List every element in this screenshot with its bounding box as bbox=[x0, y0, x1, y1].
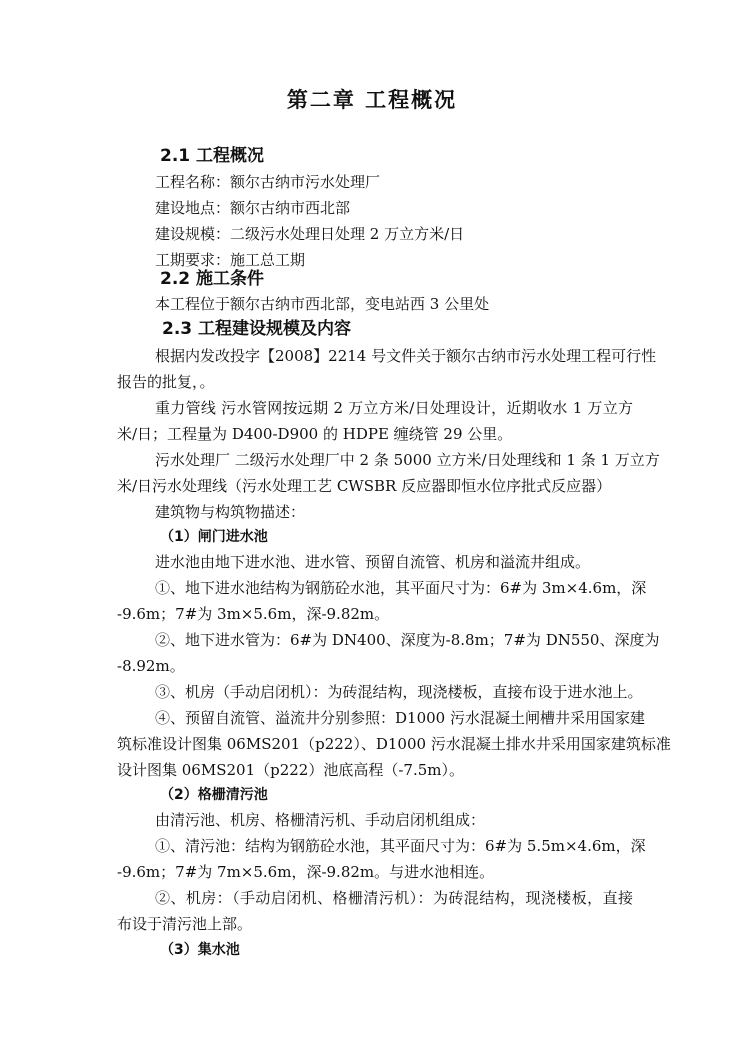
paragraph-line: -9.6m；7#为 7m×5.6m，深-9.82m。与进水池相连。 bbox=[117, 863, 495, 881]
subsection-2-heading: （2）格栅清污池 bbox=[160, 787, 268, 803]
paragraph-line: 污水处理厂 二级污水处理厂中 2 条 5000 立方米/日处理线和 1 条 1 万立方 bbox=[155, 451, 660, 469]
paragraph-line: 报告的批复，。 bbox=[117, 373, 215, 391]
paragraph-line: ①、清污池：结构为钢筋砼水池，其平面尺寸为：6#为 5.5m×4.6m，深 bbox=[155, 837, 646, 855]
paragraph-line: ②、地下进水管为：6#为 DN400、深度为-8.8m；7#为 DN550、深度为 bbox=[155, 631, 660, 649]
project-location-line: 建设地点：额尔古纳市西北部 bbox=[155, 199, 351, 217]
paragraph-line: 建筑物与构筑物描述： bbox=[155, 503, 306, 521]
subsection-3-heading: （3）集水池 bbox=[160, 942, 240, 958]
subsection-1-heading: （1）闸门进水池 bbox=[160, 529, 268, 545]
paragraph-line: 进水池由地下进水池、进水管、预留自流管、机房和溢流井组成。 bbox=[155, 553, 591, 571]
paragraph-line: ②、机房：（手动启闭机、格栅清污机）：为砖混结构，现浇楼板，直接 bbox=[155, 889, 633, 907]
paragraph-line: 米/日；工程量为 D400-D900 的 HDPE 缠绕管 29 公里。 bbox=[117, 425, 513, 443]
section-2-2-heading: 2.2 施工条件 bbox=[160, 269, 265, 289]
section-2-1-heading: 2.1 工程概况 bbox=[160, 146, 265, 166]
paragraph-line: 布设于清污池上部。 bbox=[117, 915, 253, 933]
paragraph-line: 设计图集 06MS201（p222）池底高程（-7.5m）。 bbox=[117, 761, 465, 779]
project-scale-line: 建设规模：二级污水处理日处理 2 万立方米/日 bbox=[155, 225, 465, 243]
paragraph-line: ④、预留自流管、溢流井分别参照：D1000 污水混凝土闸槽井采用国家建 bbox=[155, 709, 645, 727]
paragraph-line: ①、地下进水池结构为钢筋砼水池，其平面尺寸为：6#为 3m×4.6m，深 bbox=[155, 579, 647, 597]
paragraph-line: 根据内发改投字【2008】2214 号文件关于额尔古纳市污水处理工程可行性 bbox=[155, 347, 657, 365]
paragraph-line: -8.92m。 bbox=[117, 657, 185, 675]
paragraph-line: -9.6m；7#为 3m×5.6m，深-9.82m。 bbox=[117, 605, 390, 623]
chapter-title: 第二章 工程概况 bbox=[286, 88, 458, 112]
paragraph-line: 重力管线 污水管网按远期 2 万立方米/日处理设计，近期收水 1 万立方 bbox=[155, 399, 633, 417]
paragraph-line: 米/日污水处理线（污水处理工艺 CWSBR 反应器即恒水位序批式反应器） bbox=[117, 477, 612, 495]
section-2-3-heading: 2.3 工程建设规模及内容 bbox=[162, 319, 352, 339]
project-name-line: 工程名称：额尔古纳市污水处理厂 bbox=[155, 173, 381, 191]
paragraph-line: 筑标准设计图集 06MS201（p222）、D1000 污水混凝土排水井采用国家建筑标准 bbox=[117, 735, 671, 753]
construction-condition-line: 本工程位于额尔古纳市西北部，变电站西 3 公里处 bbox=[155, 295, 490, 313]
paragraph-line: ③、机房（手动启闭机）：为砖混结构，现浇楼板，直接布设于进水池上。 bbox=[155, 683, 643, 701]
project-schedule-line: 工期要求：施工总工期 bbox=[155, 251, 306, 269]
paragraph-line: 由清污池、机房、格栅清污机、手动启闭机组成： bbox=[155, 811, 486, 829]
